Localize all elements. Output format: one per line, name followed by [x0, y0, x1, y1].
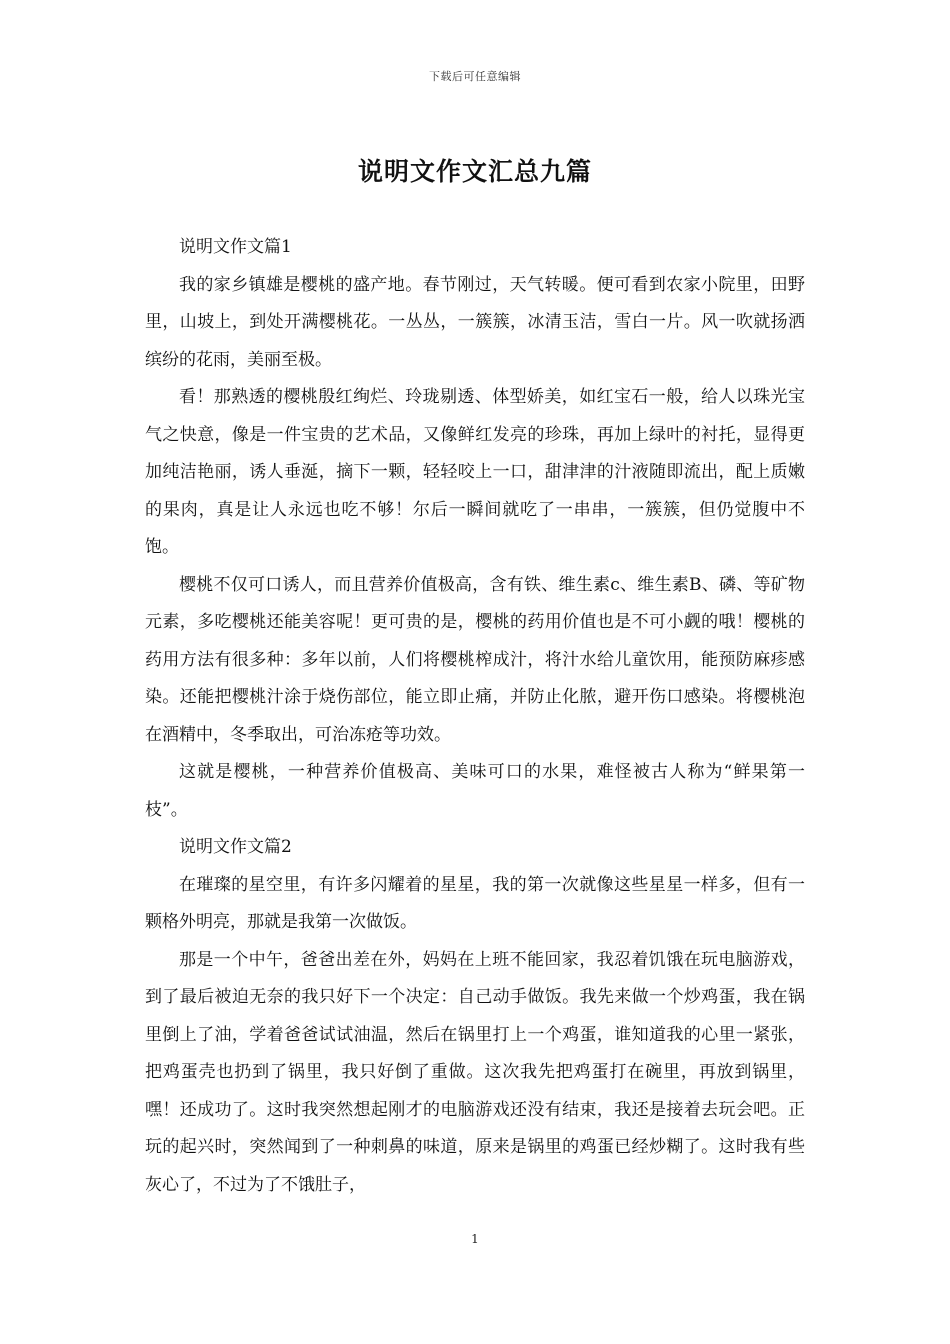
- section-heading-2: 说明文作文篇2: [179, 837, 292, 857]
- paragraph: 那是一个中午，爸爸出差在外，妈妈在上班不能回家，我忍着饥饿在玩电脑游戏，到了最后被迫无奈的我只好下一个决定：自己动手做饭。我先来做一个炒鸡蛋，我在锅里倒上了油，学着爸爸试试油温，然后在锅里打上一个鸡蛋，谁知道我的心里一紧张，把鸡蛋壳也扔到了锅里，我只好倒了重做。这次我先把鸡蛋打在碗里，再放到锅里，嘿！还成功了。这时我突然想起刚才的电脑游戏还没有结束，我还是接着去玩会吧。正玩的起兴时，突然闻到了一种刺鼻的味道，原来是锅里的鸡蛋已经炒糊了。这时我有些灰心了，不过为了不饿肚子，: [145, 949, 805, 1195]
- paragraph: 樱桃不仅可口诱人，而且营养价值极高，含有铁、维生素c、维生素B、磷、等矿物元素，多吃樱桃还能美容呢！更可贵的是，樱桃的药用价值也是不可小觑的哦！樱桃的药用方法有很多种：多年以前，人们将樱桃榨成汁，将汁水给儿童饮用，能预防麻疹感染。还能把樱桃汁涂于烧伤部位，能立即止痛，并防止化脓，避开伤口感染。将樱桃泡在酒精中，冬季取出，可治冻疮等功效。: [145, 574, 805, 745]
- paragraph: 这就是樱桃，一种营养价值极高、美味可口的水果，难怪被古人称为“鲜果第一枝”。: [145, 762, 805, 820]
- section-heading-1: 说明文作文篇1: [179, 237, 292, 257]
- paragraph: 我的家乡镇雄是樱桃的盛产地。春节刚过，天气转暖。便可看到农家小院里，田野里，山坡上，到处开满樱桃花。一丛丛，一簇簇，冰清玉洁，雪白一片。风一吹就扬洒缤纷的花雨，美丽至极。: [145, 274, 805, 370]
- document-body: [145, 229, 805, 1204]
- paragraph: 在璀璨的星空里，有许多闪耀着的星星，我的第一次就像这些星星一样多，但有一颗格外明亮，那就是我第一次做饭。: [145, 874, 805, 932]
- paragraph: 看！那熟透的樱桃殷红绚烂、玲珑剔透、体型娇美，如红宝石一般，给人以珠光宝气之快意，像是一件宝贵的艺术品，又像鲜红发亮的珍珠，再加上绿叶的衬托，显得更加纯洁艳丽，诱人垂涎，摘下一颗，轻轻咬上一口，甜津津的汁液随即流出，配上质嫩的果肉，真是让人永远也吃不够！尔后一瞬间就吃了一串串，一簇簇，但仍觉腹中不饱。: [145, 387, 805, 557]
- header-note: 下载后可任意编辑: [429, 70, 521, 83]
- page-number: 1: [471, 1232, 479, 1246]
- document-title: 说明文作文汇总九篇: [357, 157, 592, 186]
